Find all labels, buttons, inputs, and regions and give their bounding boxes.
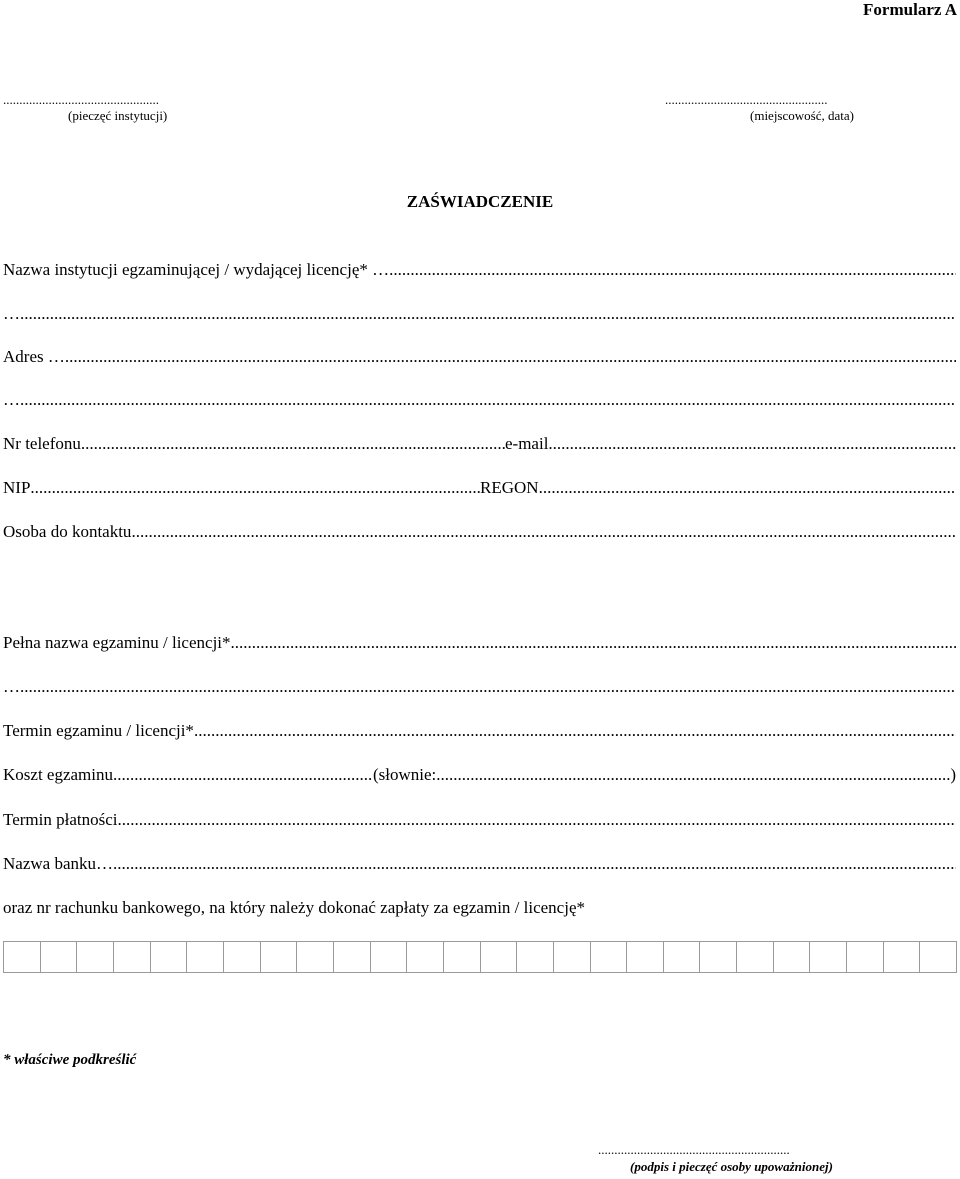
account-digit-cell[interactable] (444, 942, 481, 972)
nip-regon-field (3, 478, 956, 498)
form-label: Formularz A (863, 0, 957, 19)
cost-amount-field[interactable] (3, 765, 373, 785)
institution-name-field[interactable] (3, 260, 956, 280)
account-digit-cell[interactable] (884, 942, 921, 972)
cost-field (3, 765, 956, 785)
account-digit-cell[interactable] (847, 942, 884, 972)
account-digit-cell[interactable] (517, 942, 554, 972)
contact-person-dots (131, 522, 956, 542)
bank-name-label: Nazwa banku… (3, 854, 113, 873)
account-digit-cell[interactable] (261, 942, 298, 972)
exam-name-continuation-dots (20, 677, 956, 697)
stamp-caption: (pieczęć instytucji) (68, 108, 168, 123)
address-continuation-dots (20, 390, 956, 410)
email-label: e-mail (505, 434, 549, 453)
address-dots (65, 347, 956, 367)
exam-name-field[interactable] (3, 633, 956, 653)
account-digit-cell[interactable] (737, 942, 774, 972)
address-continuation-prefix: … (3, 390, 20, 409)
cost-words-field[interactable] (436, 765, 950, 785)
account-digit-cell[interactable] (774, 942, 811, 972)
account-digit-cell[interactable] (334, 942, 371, 972)
account-digit-cell[interactable] (407, 942, 444, 972)
place-date-caption: (miejscowość, data) (750, 108, 854, 123)
account-digit-cell[interactable] (114, 942, 151, 972)
phone-label: Nr telefonu (3, 434, 81, 453)
phone-email-field (3, 434, 956, 454)
bank-name-field[interactable] (3, 854, 956, 874)
institution-name-continuation[interactable] (3, 304, 956, 324)
continuation-dots (20, 304, 956, 324)
account-digit-cell[interactable] (627, 942, 664, 972)
exam-name-continuation-prefix: … (3, 677, 20, 696)
continuation-prefix: … (3, 304, 20, 323)
account-digit-cell[interactable] (664, 942, 701, 972)
account-digit-cell[interactable] (41, 942, 78, 972)
account-digit-cell[interactable] (554, 942, 591, 972)
address-continuation[interactable] (3, 390, 956, 410)
account-digit-cell[interactable] (151, 942, 188, 972)
account-digit-cell[interactable] (224, 942, 261, 972)
institution-name-label: Nazwa instytucji egzaminującej / wydającej licencję* … (3, 260, 390, 279)
account-digit-cell[interactable] (371, 942, 408, 972)
payment-date-dots (117, 810, 956, 830)
contact-person-field[interactable] (3, 522, 956, 542)
contact-person-label: Osoba do kontaktu (3, 522, 132, 541)
account-digit-cell[interactable] (700, 942, 737, 972)
exam-name-dots (231, 633, 956, 653)
exam-date-label: Termin egzaminu / licencji* (3, 721, 194, 740)
nip-label: NIP (3, 478, 31, 497)
account-digit-cell[interactable] (481, 942, 518, 972)
account-digit-cell[interactable] (591, 942, 628, 972)
exam-date-field[interactable] (3, 721, 956, 741)
account-number-grid (3, 941, 957, 973)
cost-words-close: ) (950, 765, 956, 784)
signature-dots: ........................................................... (598, 1142, 790, 1157)
account-number-label: oraz nr rachunku bankowego, na który należy dokonać zapłaty za egzamin / licencję* (3, 898, 585, 917)
cost-words-label: (słownie: (373, 765, 437, 784)
account-digit-cell[interactable] (810, 942, 847, 972)
cost-dots (113, 765, 373, 785)
exam-name-continuation[interactable] (3, 677, 956, 697)
cost-label: Koszt egzaminu (3, 765, 113, 784)
address-field[interactable] (3, 347, 956, 367)
account-digit-cell[interactable] (920, 942, 957, 972)
payment-date-field[interactable] (3, 810, 956, 830)
regon-field[interactable] (539, 478, 956, 498)
stamp-dots: ................................................ (3, 92, 159, 107)
institution-name-dots (389, 260, 956, 280)
bank-name-dots (113, 854, 956, 874)
phone-field[interactable] (3, 434, 505, 454)
address-label: Adres … (3, 347, 65, 366)
email-field[interactable] (548, 434, 956, 454)
account-digit-cell[interactable] (297, 942, 334, 972)
account-digit-cell[interactable] (77, 942, 114, 972)
nip-field[interactable] (3, 478, 480, 498)
exam-name-label: Pełna nazwa egzaminu / licencji* (3, 633, 231, 652)
signature-caption: (podpis i pieczęć osoby upoważnionej) (630, 1159, 833, 1174)
footnote: * właściwe podkreślić (3, 1052, 137, 1068)
account-digit-cell[interactable] (4, 942, 41, 972)
regon-label: REGON (480, 478, 539, 497)
nip-dots (30, 478, 480, 498)
payment-date-label: Termin płatności (3, 810, 118, 829)
document-title: ZAŚWIADCZENIE (406, 192, 554, 211)
place-date-dots: .................................................. (665, 92, 828, 107)
account-digit-cell[interactable] (187, 942, 224, 972)
phone-dots (81, 434, 505, 454)
exam-date-dots (194, 721, 956, 741)
